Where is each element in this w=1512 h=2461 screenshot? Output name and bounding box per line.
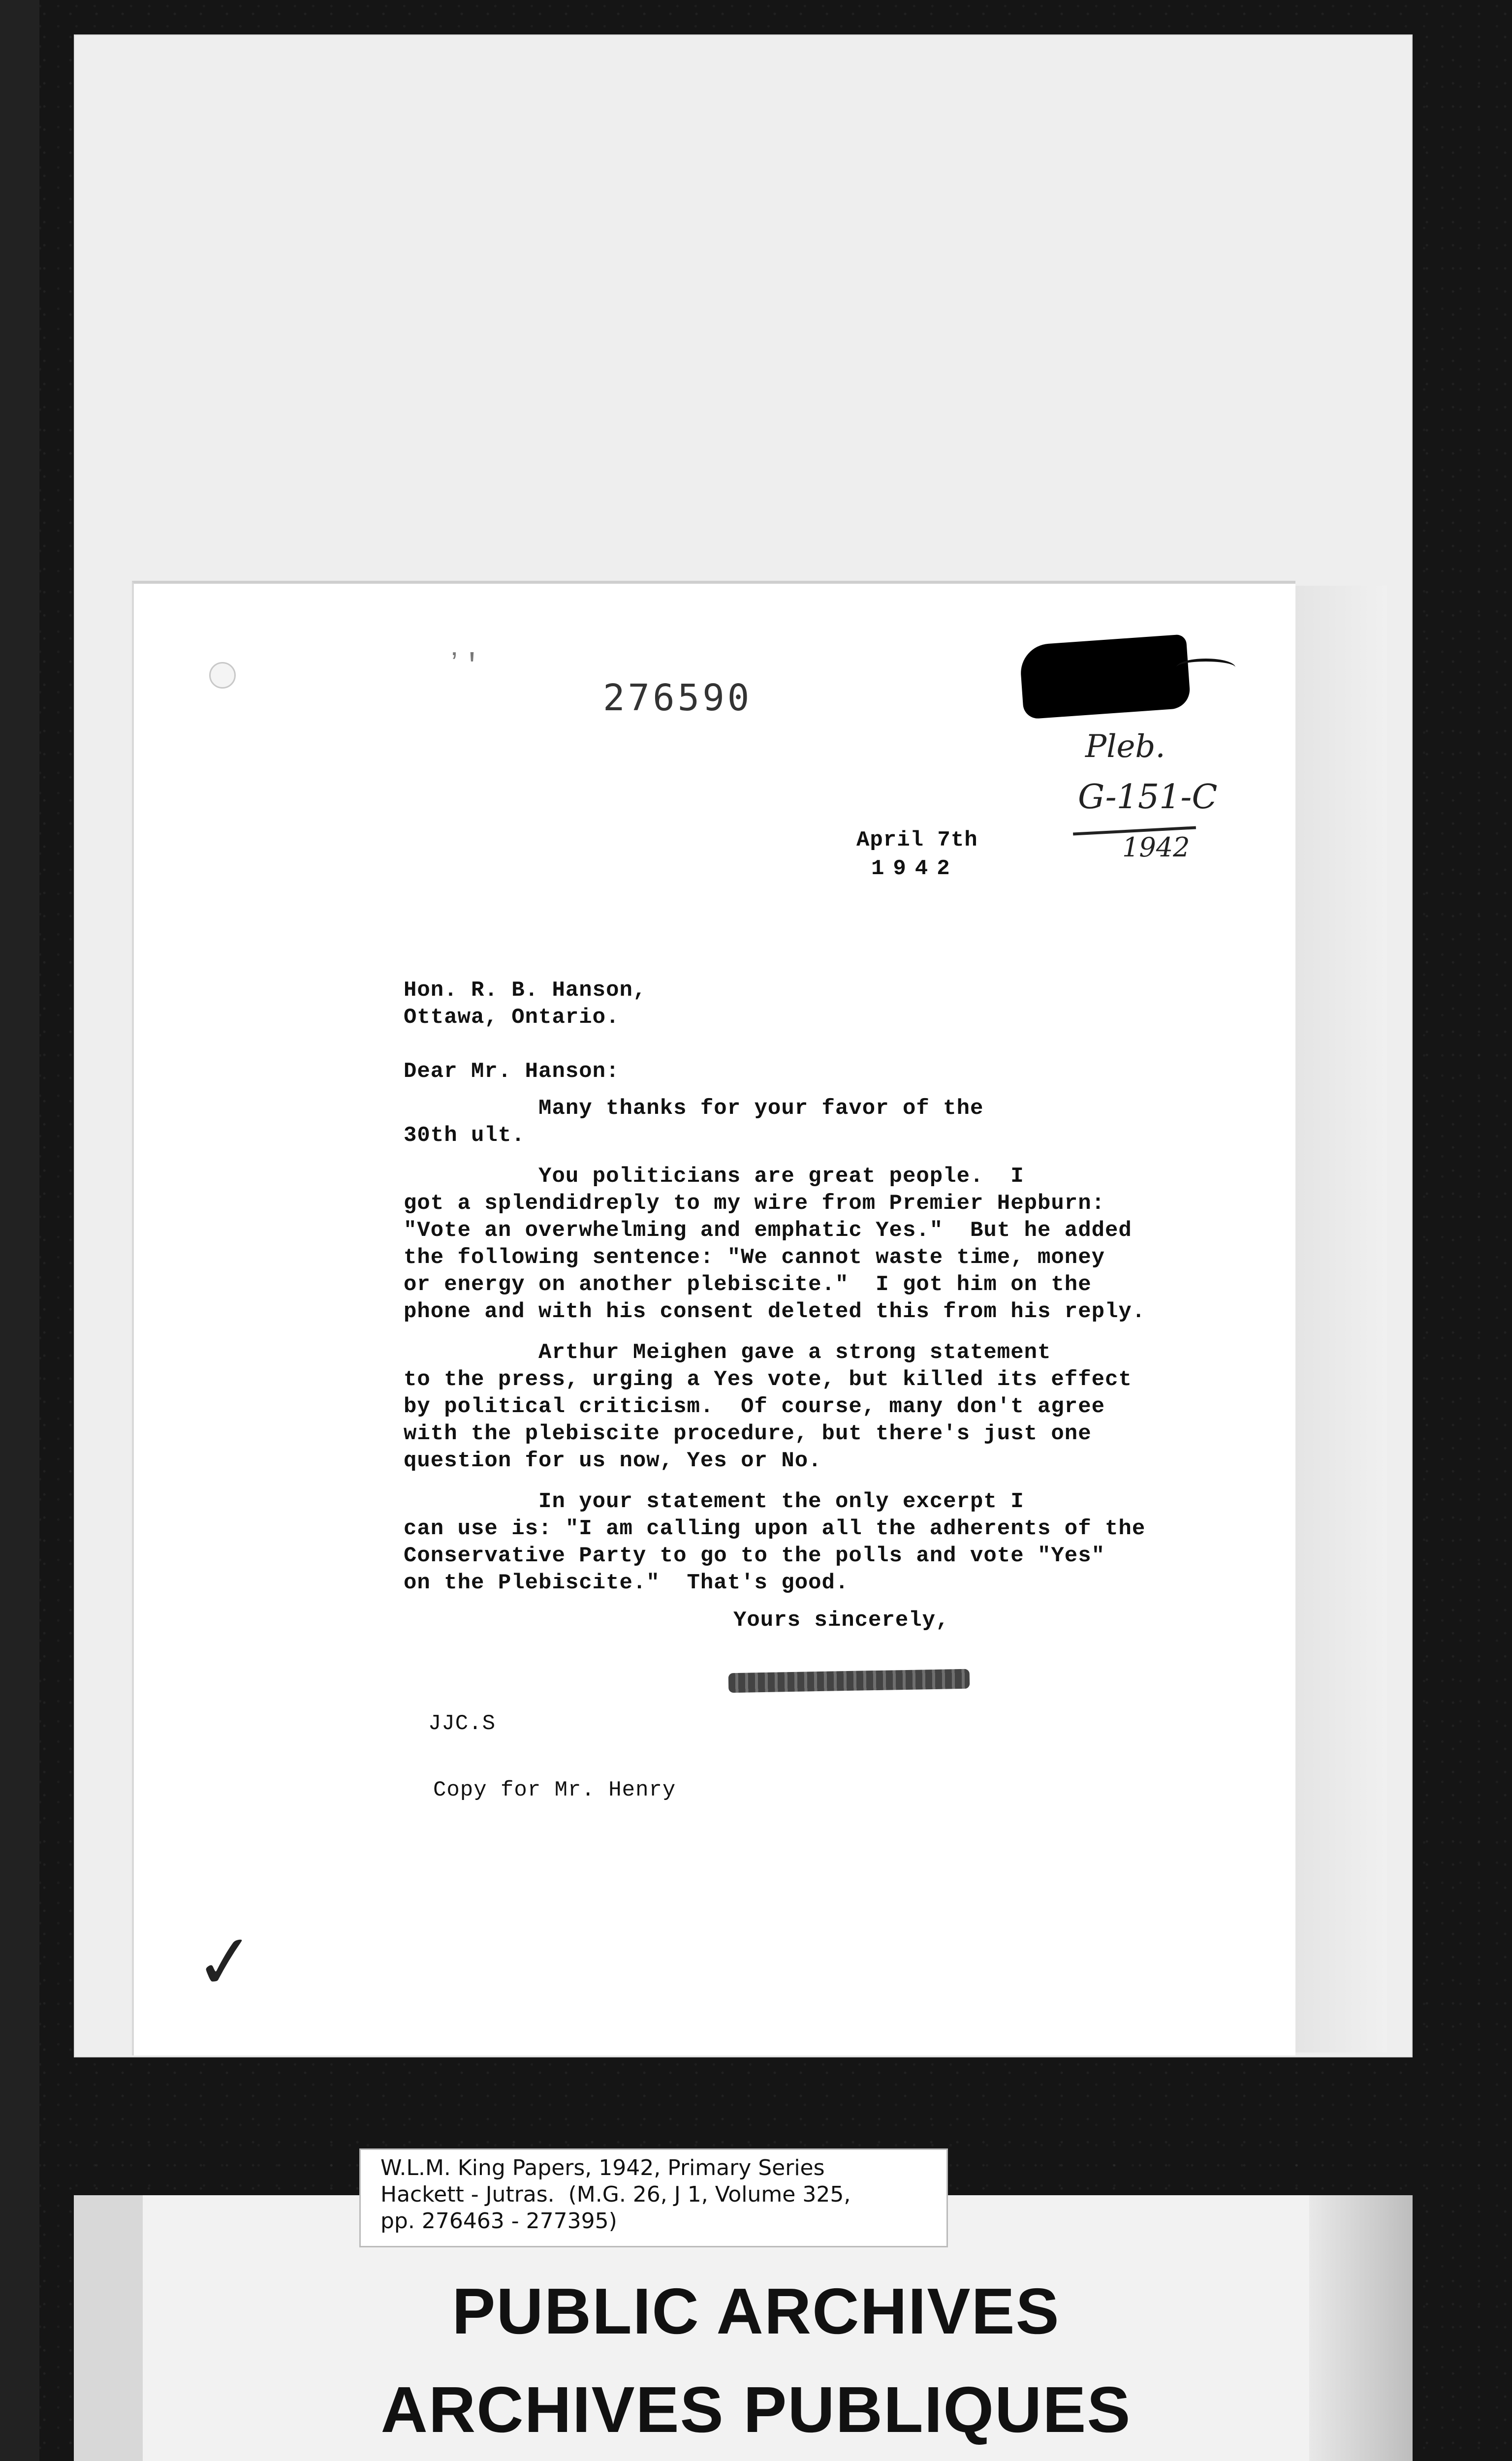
redaction-blot [1019,634,1191,719]
letter-date-year: 1942 [871,856,959,881]
copy-note: Copy for Mr. Henry [433,1778,676,1802]
body-line: Arthur Meighen gave a strong statement [404,1340,1051,1365]
reference-line: Hackett - Jutras. (M.G. 26, J 1, Volume 325, [380,2182,851,2207]
body-line: You politicians are great people. I [404,1164,1024,1189]
punch-hole [209,662,236,689]
paragraph [404,1339,1132,1475]
body-line: phone and with his consent deleted this from his reply. [404,1299,1146,1324]
body-line: Many thanks for your favor of the [404,1096,984,1121]
body-line: Conservative Party to go to the polls and vote "Yes" [404,1544,1105,1568]
letter-body [404,1095,1146,1597]
body-line: with the plebiscite procedure, but there's just one [404,1421,1092,1446]
body-line: 30th ult. [404,1123,525,1148]
body-line: "Vote an overwhelming and emphatic Yes." But he added [404,1218,1132,1243]
body-line: by political criticism. Of course, many don't agree [404,1394,1105,1419]
reference-card [359,2148,948,2247]
body-line: the following sentence: "We cannot waste time, money [404,1245,1105,1270]
letter-edge-shadow [1293,586,1387,2052]
reference-line: W.L.M. King Papers, 1942, Primary Series [380,2155,825,2180]
redaction-stroke [1176,659,1235,676]
recipient-city: Ottawa, Ontario. [404,1005,620,1030]
handwritten-note-file-code: G-151-C [1078,778,1218,817]
body-line: to the press, urging a Yes vote, but killed its effect [404,1367,1132,1392]
paragraph [404,1095,1093,1149]
paragraph [404,1163,1146,1325]
body-line: can use is: "I am calling upon all the adherents of the [404,1516,1146,1541]
recipient-name: Hon. R. B. Hanson, [404,978,647,1003]
document-number: 276590 [603,677,753,719]
archive-title-french: ARCHIVES PUBLIQUES [380,2373,1132,2446]
letter-date-month: April 7th [856,828,978,852]
body-line: In your statement the only excerpt I [404,1489,1024,1514]
paragraph [404,1488,1146,1597]
typist-initials: JJC.S [428,1711,496,1736]
reference-line: pp. 276463 - 277395) [380,2209,617,2234]
body-line: on the Plebiscite." That's good. [404,1571,849,1595]
handwritten-note-pleb: Pleb. [1085,728,1166,765]
archive-title-english: PUBLIC ARCHIVES [452,2275,1060,2347]
stray-mark: ʼ' [445,650,481,683]
closing: Yours sincerely, [733,1608,949,1633]
salutation: Dear Mr. Hanson: [404,1059,620,1084]
check-mark-icon: ✓ [190,1917,260,2008]
handwritten-note-year: 1942 [1122,832,1190,863]
body-line: or energy on another plebiscite." I got him on the [404,1272,1092,1297]
body-line: got a splendidreply to my wire from Premier Hepburn: [404,1191,1105,1216]
film-edge-strip [0,0,39,2461]
signature-scribble [728,1669,970,1693]
body-line: question for us now, Yes or No. [404,1449,822,1473]
